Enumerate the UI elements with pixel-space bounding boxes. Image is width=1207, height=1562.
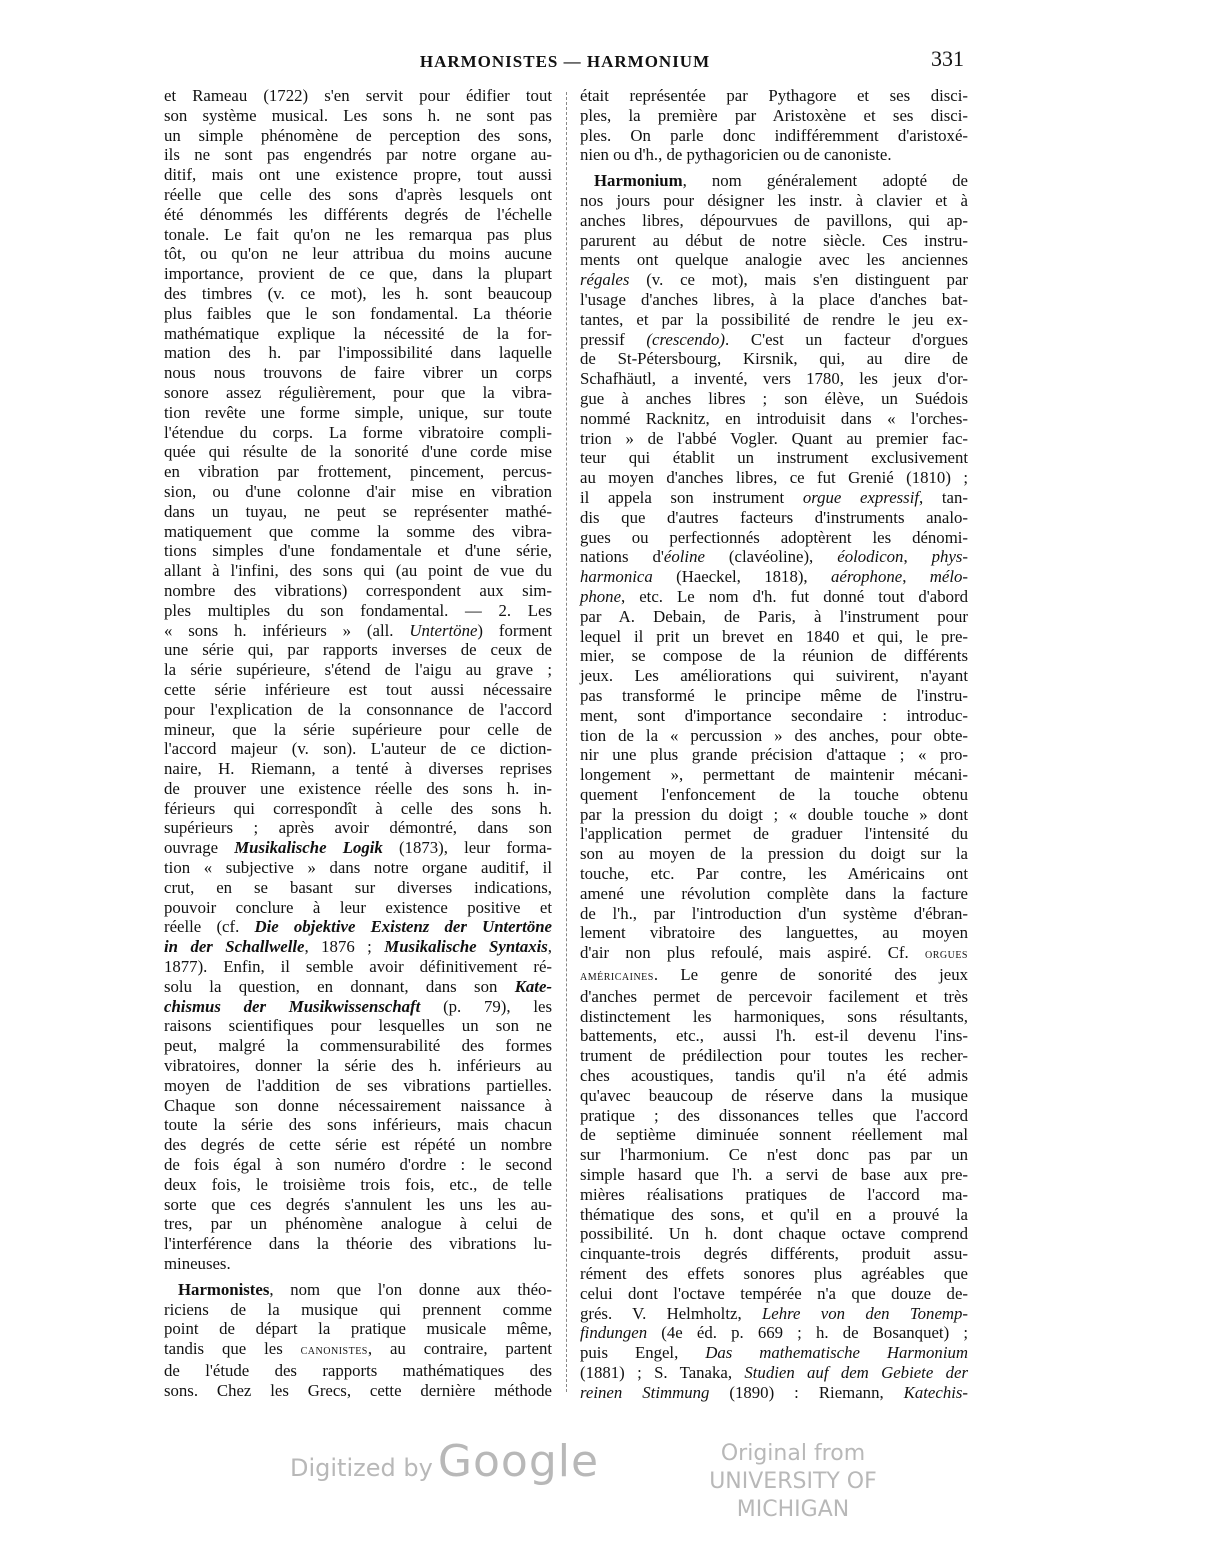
text-line: au moyen d'anches libres, ce fut Grenié (1810) ; xyxy=(580,468,968,488)
text-line: possibilité. Un h. dont chaque octave comprend xyxy=(580,1224,968,1244)
text-line: Schafhäutl, a inventé, vers 1780, les jeux d'or- xyxy=(580,369,968,389)
text-line: nir une plus grande précision d'attaque ; « pro- xyxy=(580,745,968,765)
text-line: naire, H. Riemann, a tenté à diverses reprises xyxy=(164,759,552,779)
text-line: supérieurs ; après avoir démontré, dans son xyxy=(164,818,552,838)
text-line: tres, par un phénomène analogue à celui de xyxy=(164,1214,552,1234)
text-line xyxy=(164,1280,552,1300)
text-line: mation des h. par l'impossibilité dans laquelle xyxy=(164,343,552,363)
text-line: pour l'explication de la consonnance de l'accord xyxy=(164,699,552,719)
text-line: peut, malgré la commensurabilité des formes xyxy=(164,1036,552,1056)
italic-term: phone xyxy=(580,586,622,606)
text-line: amené une révolution complète dans la facture xyxy=(580,883,968,903)
text-line xyxy=(580,171,968,191)
text-line: ments ont quelque analogie avec les anciennes xyxy=(580,250,968,270)
text-line: nommé Racknitz, en introduisit dans « l'orches- xyxy=(580,408,968,428)
text-line: ches acoustiques, tandis qu'il n'a été admis xyxy=(580,1066,968,1086)
text-line xyxy=(580,488,968,508)
text-line xyxy=(580,943,968,965)
text-line: sur l'harmonium. Ce n'est donc pas par un xyxy=(580,1145,968,1165)
text-line xyxy=(164,621,552,641)
text-line: quement l'enfoncement de la touche obtenu xyxy=(580,784,968,804)
right-column xyxy=(580,86,968,1403)
text-line: ils ne sont pas engendrés par notre organe au- xyxy=(164,145,552,165)
text-line: allant à l'infini, des sons qui (au point de vue du xyxy=(164,561,552,581)
text-line: nos jours pour désigner les instr. à clavier et à xyxy=(580,190,968,210)
text-line xyxy=(164,917,552,937)
text-run: solu la question, en donnant, dans son xyxy=(164,976,498,996)
text-line: de fois égal à son numéro d'ordre : le second xyxy=(164,1155,552,1175)
italic-term: éoline xyxy=(663,547,705,567)
text-run: d'air non plus refoulé, mais aspiré. Cf. xyxy=(580,943,925,963)
text-line xyxy=(580,567,968,587)
text-run: , au contraire, partent xyxy=(367,1339,552,1359)
text-line xyxy=(164,937,552,957)
text-line: touche, etc. Par contre, les Américains ont xyxy=(580,864,968,884)
text-line: tôt, ou qu'on ne leur attribua du moins aucune xyxy=(164,244,552,264)
text-line xyxy=(164,1339,552,1361)
text-line: par la pression du doigt ; « double touche » dont xyxy=(580,804,968,824)
text-line: celui dont l'octave tempérée n'a que douze de- xyxy=(580,1283,968,1303)
text-line: réelle que celle des sons d'après lesquels ont xyxy=(164,184,552,204)
text-line: d'anches permet de percevoir facilement et très xyxy=(580,986,968,1006)
text-run: pressif xyxy=(580,329,647,349)
text-line: tonale. Le fait qu'on ne les remarqua pas plus xyxy=(164,224,552,244)
text-line: tion de la « percussion » des anches, pour obte- xyxy=(580,725,968,745)
text-run: tandis que les xyxy=(164,1339,301,1359)
text-run: (4e éd. p. 669 ; h. de Bosanquet) ; xyxy=(647,1323,968,1343)
text-run: grés. V. Helmholtz, xyxy=(580,1303,762,1323)
text-line: été dénommés les différents degrés de l'échelle xyxy=(164,204,552,224)
text-line: sorte que ces degrés s'annulent les uns les au- xyxy=(164,1194,552,1214)
book-title: Die objektive Existenz der Untertöne xyxy=(254,917,552,937)
text-line: point de départ la pratique musicale même, xyxy=(164,1319,552,1339)
text-line xyxy=(580,1323,968,1343)
entry-harmonium xyxy=(580,171,968,1402)
book-title: Kate- xyxy=(514,976,552,996)
original-from-watermark xyxy=(668,1440,918,1524)
text-line: distinctement les harmoniques, sons résultants, xyxy=(580,1006,968,1026)
text-line: matiquement que comme la somme des vibra- xyxy=(164,521,552,541)
text-line: deux fois, le troisième trois fois, etc., de telle xyxy=(164,1174,552,1194)
text-run: (1873), leur forma- xyxy=(382,838,552,858)
text-line: cette série inférieure est tout aussi nécessaire xyxy=(164,679,552,699)
italic-term: harmonica xyxy=(580,567,653,587)
text-line: Chaque son donne nécessairement naissance à xyxy=(164,1095,552,1115)
text-line: de l'h., par l'introduction d'un système d'ébran- xyxy=(580,903,968,923)
text-line: gue à anches libres ; son élève, un Suédois xyxy=(580,388,968,408)
text-line: et Rameau (1722) s'en servit pour édifier tout xyxy=(164,86,552,105)
book-title: findungen xyxy=(580,1323,648,1343)
text-line xyxy=(580,587,968,607)
text-line: trument de prédilection pour toutes les recher- xyxy=(580,1046,968,1066)
text-line: tantes, et par la possibilité de rendre le jeu ex- xyxy=(580,309,968,329)
book-title: chismus der Musikwissenschaft xyxy=(164,996,421,1016)
watermark-text: Original from xyxy=(720,1441,866,1466)
text-line: sonore assez régulièrement, pour que la vibra- xyxy=(164,382,552,402)
text-line: tions simples d'une fondamentale et d'une série, xyxy=(164,541,552,561)
text-line: des degrés de cette série est répété un nombre xyxy=(164,1135,552,1155)
text-line: en vibration par frottement, pincement, percus- xyxy=(164,462,552,482)
text-run: , nom que l'on donne aux théo- xyxy=(269,1279,552,1299)
text-run: ouvrage xyxy=(164,838,235,858)
text-line: mineur, que la série supérieure pour celle de xyxy=(164,719,552,739)
text-line: pratique ; des dissonances telles que l'accord xyxy=(580,1105,968,1125)
text-run: , xyxy=(902,567,930,587)
italic-term: éolodicon xyxy=(837,547,904,567)
italic-term: aérophone xyxy=(831,567,903,587)
text-line: ples, la première par Aristoxène et ses disci- xyxy=(580,105,968,125)
text-run: , xyxy=(903,547,932,567)
text-line: des timbres (v. ce mot), les h. sont beaucoup xyxy=(164,283,552,303)
text-line: trion » de l'abbé Vogler. Quant au premier fac- xyxy=(580,428,968,448)
text-line: parurent au début de notre siècle. Ces instru- xyxy=(580,230,968,250)
text-line: dis que d'autres facteurs d'instruments analo- xyxy=(580,507,968,527)
text-line: moyen de l'addition de ses vibrations partielles. xyxy=(164,1075,552,1095)
text-line: nombre des vibrations) correspondent aux sim- xyxy=(164,580,552,600)
text-run: « sons h. inférieurs » (all. xyxy=(164,620,410,640)
text-run: . C'est un facteur d'orgues xyxy=(725,329,968,349)
text-line: ditif, mais ont une existence propre, tout aussi xyxy=(164,165,552,185)
text-run: . Le genre de sonorité des jeux xyxy=(653,965,968,985)
italic-term: mélo- xyxy=(929,567,969,587)
watermark-text: UNIVERSITY OF MICHIGAN xyxy=(709,1469,877,1522)
text-line: toute la série des sons inférieurs, mais chacun xyxy=(164,1115,552,1135)
text-line: crut, en se basant sur diverses indications, xyxy=(164,877,552,897)
italic-term: phys- xyxy=(931,547,969,567)
text-line: mineuses. xyxy=(164,1254,231,1274)
text-line xyxy=(580,547,968,567)
text-line xyxy=(580,1383,968,1403)
page-number: 331 xyxy=(931,46,964,71)
book-title: reinen Stimmung xyxy=(580,1382,710,1402)
text-run: , xyxy=(547,937,552,957)
text-line: teur qui établit un instrument exclusivement xyxy=(580,448,968,468)
cross-reference: canonistes xyxy=(300,1343,368,1359)
text-line: sons. Chez les Grecs, cette dernière méthode xyxy=(164,1380,552,1400)
text-line: riciens de la musique qui prennent comme xyxy=(164,1299,552,1319)
text-run: (1890) : Riemann, xyxy=(709,1382,904,1402)
column-divider xyxy=(566,92,567,1392)
italic-term: Untertöne xyxy=(409,620,478,640)
entry-headword: Harmonistes xyxy=(178,1279,270,1299)
book-title: Katechis- xyxy=(903,1382,968,1402)
text-line: l'application permet de graduer l'intensité du xyxy=(580,824,968,844)
text-line: la série supérieure, s'étend de l'aigu au grave ; xyxy=(164,660,552,680)
text-line: l'étendue du corps. La forme vibratoire compli- xyxy=(164,422,552,442)
text-line: l'usage d'anches libres, à la place d'anches bat- xyxy=(580,289,968,309)
text-run: (clavéoline), xyxy=(704,547,838,567)
text-line: son système musical. Les sons h. ne sont pas xyxy=(164,105,552,125)
text-run: il appela son instrument xyxy=(580,487,803,507)
watermark-text: Digitized by xyxy=(290,1454,433,1482)
text-run: réelle (cf. xyxy=(164,917,255,937)
cross-reference: américaines xyxy=(580,969,654,985)
text-run: (Haeckel, 1818), xyxy=(652,567,832,587)
text-line: anches libres, dépourvues de pavillons, qui ap- xyxy=(580,210,968,230)
text-run: puis Engel, xyxy=(580,1343,706,1363)
text-line: pouvoir conclure à leur existence positive et xyxy=(164,897,552,917)
text-line: jeux. Les améliorations qui suivirent, n'ayant xyxy=(580,666,968,686)
entry-headword: Harmonium xyxy=(594,171,683,191)
text-line: un simple phénomène de perception des sons, xyxy=(164,125,552,145)
text-line: thématique des sons, et qu'il en a prouvé la xyxy=(580,1204,968,1224)
text-run: , etc. Le nom d'h. fut donné tout d'abord xyxy=(621,586,968,606)
text-line: férieurs qui correspondît à celle des sons h. xyxy=(164,798,552,818)
book-title: Das mathematische Harmonium xyxy=(705,1343,968,1363)
text-line: ples. On parle donc indifféremment d'aristoxé- xyxy=(580,125,968,145)
italic-term: régales xyxy=(580,270,630,290)
text-line: sion, ou d'une colonne d'air mise en vibration xyxy=(164,481,552,501)
text-line: nien ou d'h., de pythagoricien ou de canoniste. xyxy=(580,145,892,165)
text-line: lequel il prit un brevet en 1840 et qui, le pre- xyxy=(580,626,968,646)
text-line xyxy=(580,270,968,290)
text-line: quée qui résulte de la sonorité d'une corde mise xyxy=(164,442,552,462)
text-line: l'accord majeur (v. son). L'auteur de ce diction- xyxy=(164,739,552,759)
text-line: mier, se compose de la réunion de différents xyxy=(580,646,968,666)
text-line: son au moyen de la pression du doigt sur la xyxy=(580,844,968,864)
italic-term: orgue expressif xyxy=(802,487,920,507)
text-line: raisons scientifiques pour lesquelles un son ne xyxy=(164,1016,552,1036)
text-line: pas transformé le principe même de l'instru- xyxy=(580,685,968,705)
text-line: de septième diminuée sonnent réellement mal xyxy=(580,1125,968,1145)
text-line: simple hasard que l'h. a servi de base aux pre- xyxy=(580,1165,968,1185)
cross-reference: orgues xyxy=(924,947,968,963)
book-title: Lehre von den Tonemp- xyxy=(761,1303,968,1323)
text-run: , tan- xyxy=(919,487,968,507)
paragraph-continuation xyxy=(164,86,552,1274)
text-run: (v. ce mot), mais s'en distinguent par xyxy=(629,270,968,290)
text-line: de prouver une existence réelle des sons h. in- xyxy=(164,778,552,798)
text-line: lement vibratoire des languettes, au moyen xyxy=(580,923,968,943)
text-line: plus faibles que le son fondamental. La théorie xyxy=(164,303,552,323)
text-line xyxy=(580,330,968,350)
text-line: une série qui, par rapports inverses de ceux de xyxy=(164,640,552,660)
text-line: l'interférence dans la théorie des vibrations lu- xyxy=(164,1234,552,1254)
text-line xyxy=(164,838,552,858)
text-line: vibratoires, donner la série des h. inférieurs au xyxy=(164,1056,552,1076)
entry-harmonistes-continued xyxy=(580,86,968,165)
text-line: était représentée par Pythagore et ses disci- xyxy=(580,86,968,105)
google-logo: Google xyxy=(437,1436,600,1487)
text-run: , 1876 ; xyxy=(304,937,385,957)
text-line xyxy=(580,965,968,987)
book-title: Studien auf dem Gebiete der xyxy=(744,1363,968,1382)
text-line xyxy=(580,1363,968,1383)
page-title: HARMONISTES — HARMONIUM xyxy=(419,52,711,71)
text-line: ples multiples du son fondamental. — 2. Les xyxy=(164,600,552,620)
text-line: rément des effets sonores plus agréables que xyxy=(580,1264,968,1284)
text-run: nations d' xyxy=(580,547,664,567)
text-run: ) forment xyxy=(477,620,552,640)
entry-harmonistes xyxy=(164,1280,552,1401)
text-run: (1881) ; S. Tanaka, xyxy=(580,1363,745,1382)
text-line: nous nous trouvons de faire vibrer un corps xyxy=(164,363,552,383)
text-line: longement », permettant de maintenir mécani- xyxy=(580,765,968,785)
text-line: 1877). Enfin, il semble avoir définitivement ré- xyxy=(164,957,552,977)
text-line: de St-Pétersbourg, Kirsnik, qui, au dire de xyxy=(580,349,968,369)
text-line: de l'étude des rapports mathématiques des xyxy=(164,1361,552,1380)
italic-term: (crescendo) xyxy=(646,329,726,349)
book-title: Musikalische Syntaxis xyxy=(384,937,548,957)
text-line: dans un tuyau, ne peut se représenter mathé- xyxy=(164,501,552,521)
text-line: battements, etc., aussi l'h. est-il devenu l'ins- xyxy=(580,1026,968,1046)
text-line: importance, provient de ce que, dans la plupart xyxy=(164,264,552,284)
text-line: par A. Debain, de Paris, à l'instrument pour xyxy=(580,606,968,626)
text-line: mières réalisations pratiques de l'accord ma- xyxy=(580,1184,968,1204)
text-line xyxy=(580,1304,968,1324)
text-line xyxy=(580,1343,968,1363)
text-line: qu'avec beaucoup de réserve dans la musique xyxy=(580,1085,968,1105)
text-line xyxy=(164,997,552,1017)
text-line: tion « subjective » dans notre organe auditif, il xyxy=(164,858,552,878)
book-title: Musikalische Logik xyxy=(234,838,383,858)
digitized-by-watermark xyxy=(290,1436,599,1487)
text-line: cinquante-trois degrés différents, produit assu- xyxy=(580,1244,968,1264)
text-run: , nom généralement adopté de xyxy=(682,171,968,191)
left-column xyxy=(164,86,552,1401)
running-head xyxy=(160,46,970,82)
text-line: tion revête une forme simple, unique, sur toute xyxy=(164,402,552,422)
book-title: in der Schallwelle xyxy=(164,937,305,957)
text-line: mathématique explique la nécessité de la for- xyxy=(164,323,552,343)
text-run: (p. 79), les xyxy=(420,996,552,1016)
text-line: gues ou perfectionnés adoptèrent les dénomi- xyxy=(580,527,968,547)
text-line: ment, sont d'importance secondaire : introduc- xyxy=(580,705,968,725)
text-line xyxy=(164,977,552,997)
